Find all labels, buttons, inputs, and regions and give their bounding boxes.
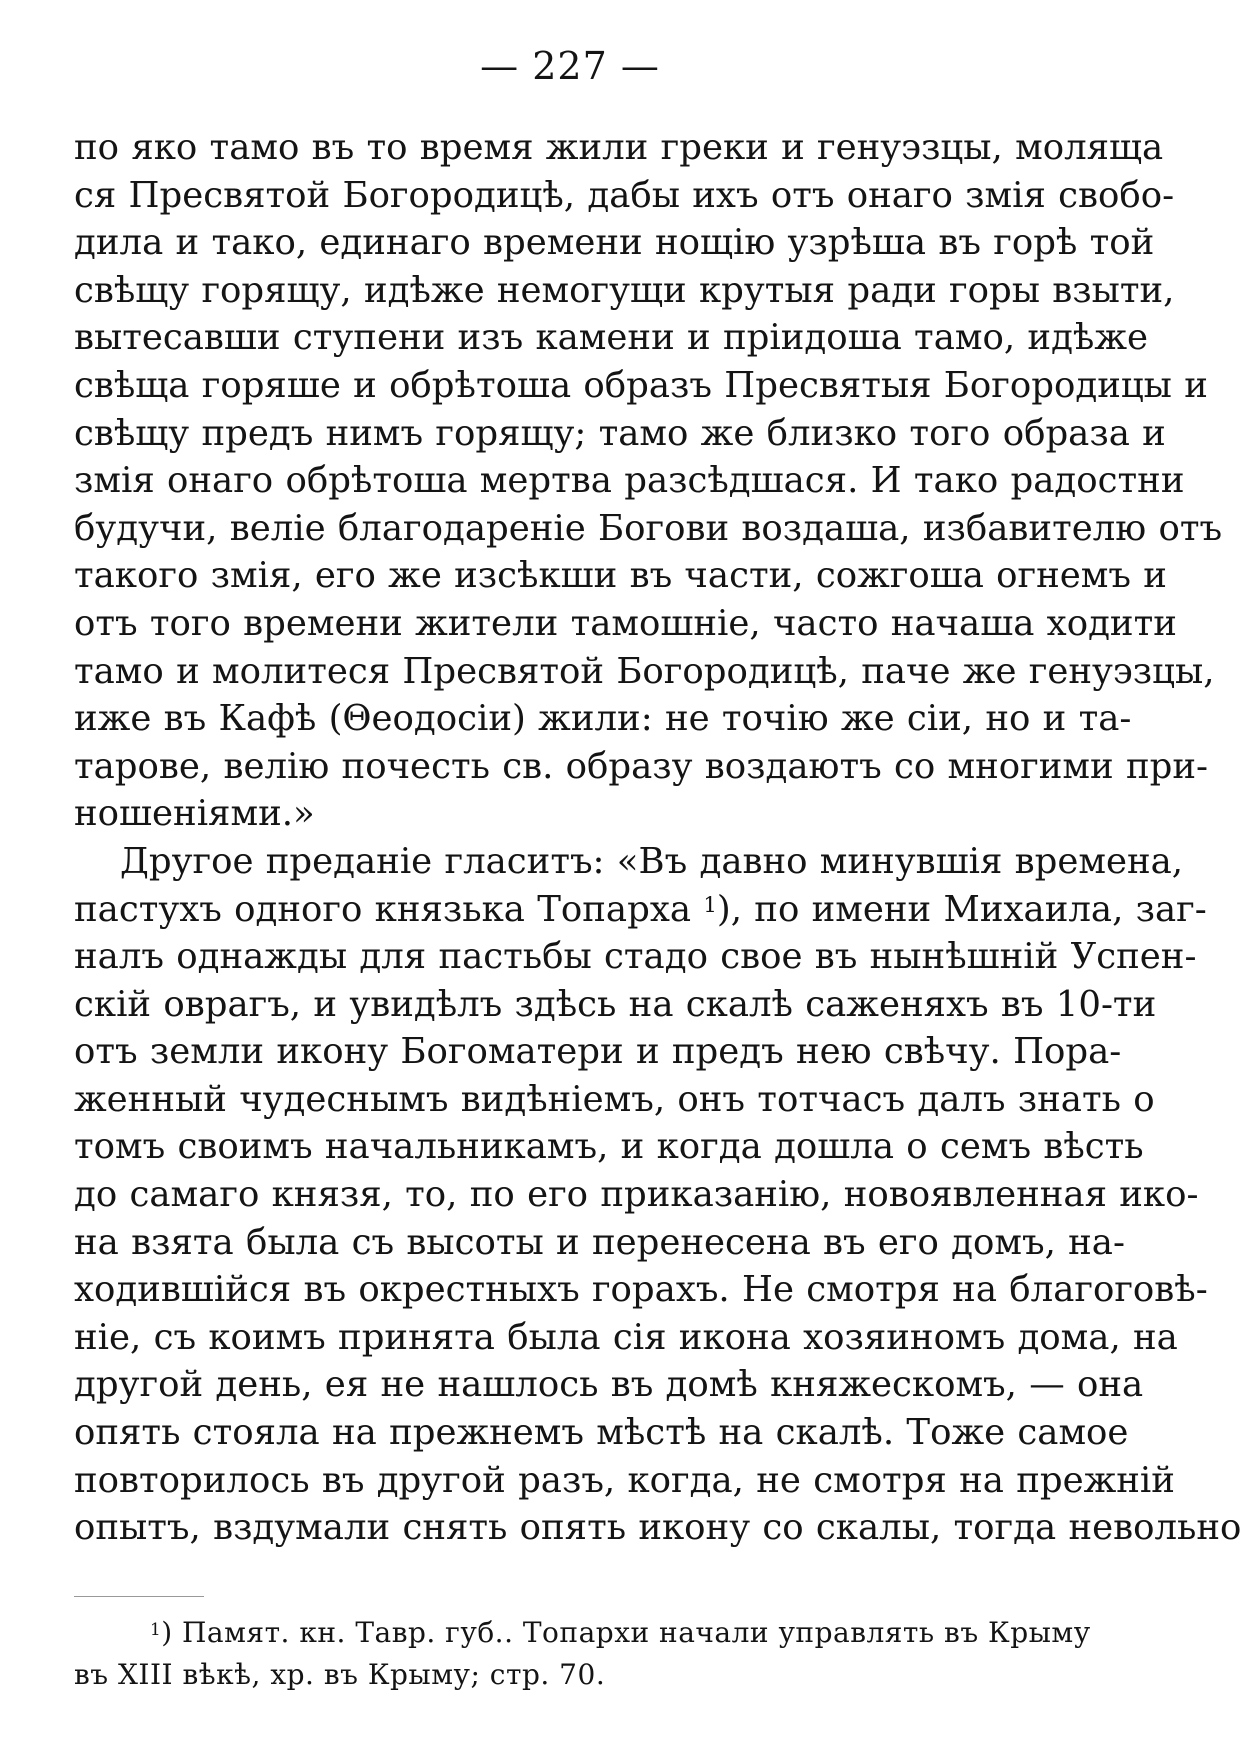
text-line <box>74 743 1209 791</box>
text-line-content: опытъ, вздумали снять опять икону со скалы, тогда невольно <box>74 1507 1241 1549</box>
text-line <box>74 1409 1129 1457</box>
text-line-content: змія онаго обрѣтоша мертва разсѣдшася. И тако радостни <box>74 460 1185 502</box>
text-line <box>74 790 1058 838</box>
text-line-content: повторилось въ другой разъ, когда, не смотря на прежній <box>74 1459 1175 1501</box>
text-line <box>74 695 1132 743</box>
text-line <box>74 172 1175 220</box>
text-line-content: по яко тамо въ то время жили греки и генуэзцы, моляща <box>74 127 1164 168</box>
paragraph-second-legend <box>74 838 1241 1552</box>
text-line <box>74 505 1223 553</box>
footnote-marker: 1 <box>150 1619 162 1639</box>
footnote-line <box>74 1612 1091 1654</box>
text-line <box>74 1123 1144 1171</box>
text-line-content: на взята была съ высоты и перенесена въ его домъ, на- <box>74 1221 1125 1263</box>
footnote-line <box>74 1654 1064 1696</box>
text-line-content: дила и тако, единаго времени нощію узрѣша въ горѣ той <box>74 222 1155 264</box>
text-line <box>74 314 1149 362</box>
text-line <box>74 1171 1199 1219</box>
text-line <box>74 219 1155 267</box>
paragraph-legend-quote <box>74 124 1223 838</box>
text-line <box>74 1457 1175 1505</box>
text-line-content: женный чудеснымъ видѣніемъ, онъ тотчасъ далъ знать о <box>74 1078 1155 1120</box>
text-line-content: свѣщу предъ нимъ горящу; тамо же близко того образа и <box>74 412 1166 454</box>
text-line-content: отъ земли икону Богоматери и предъ нею свѣчу. Пора- <box>74 1031 1122 1073</box>
text-line-content: томъ своимъ начальникамъ, и когда дошла о семъ вѣсть <box>74 1126 1144 1168</box>
text-line-content: налъ однажды для пастьбы стадо свое въ нынѣшній Успен- <box>74 936 1197 978</box>
text-line-content: опять стояла на прежнемъ мѣстѣ на скалѣ. Тоже самое <box>74 1412 1129 1454</box>
text-line <box>74 1266 1208 1314</box>
text-line-content: тамо и молитеся Пресвятой Богородицѣ, паче же генуэзцы, <box>74 650 1215 692</box>
text-line-content: Другое преданіе гласитъ: «Въ давно минувшія времена, <box>120 840 1184 882</box>
text-line <box>74 552 1167 600</box>
text-line <box>74 1361 1144 1409</box>
text-line-content: до самаго князя, то, по его приказанію, новоявленная ико- <box>74 1174 1199 1216</box>
main-text <box>74 124 1241 1552</box>
text-line <box>74 124 1164 172</box>
text-line-content: ніе, съ коимъ принята была сія икона хозяиномъ дома, на <box>74 1316 1178 1358</box>
text-line-content: отъ того времени жители тамошніе, часто начаша ходити <box>74 602 1177 644</box>
footnote <box>74 1612 1091 1696</box>
text-line <box>74 981 1157 1029</box>
text-line <box>74 838 1184 886</box>
text-line <box>74 886 1207 934</box>
text-line <box>74 1076 1155 1124</box>
text-line-content: свѣща горяше и обрѣтоша образъ Пресвятыя Богородицы и <box>74 364 1208 406</box>
text-line <box>74 600 1177 648</box>
text-line <box>74 1314 1178 1362</box>
text-line-content: такого змія, его же изсѣкши въ части, сожгоша огнемъ и <box>74 555 1167 597</box>
text-line <box>74 1219 1125 1267</box>
footnote-line-content: ) Памят. кн. Тавр. губ.. Топархи начали управлять въ Крыму <box>161 1616 1091 1649</box>
text-line-content: иже въ Кафѣ (Θеодосіи) жили: не точію же сіи, но и та- <box>74 698 1132 740</box>
text-line-content: будучи, веліе благодареніе Богови воздаша, избавителю отъ <box>74 507 1223 549</box>
text-line-content: пастухъ одного князька Топарха <box>74 888 692 930</box>
text-line <box>74 1028 1122 1076</box>
text-line <box>74 457 1185 505</box>
text-line-content: вытесавши ступени изъ камени и пріидоша тамо, идѣже <box>74 317 1149 359</box>
footnote-line-content: въ XIII вѣкѣ, хр. въ Крыму; стр. 70. <box>74 1658 606 1691</box>
text-line-content: ношеніями.» <box>74 793 315 835</box>
footnote-reference: 1 <box>703 892 717 918</box>
text-line <box>74 933 1197 981</box>
text-line-content: ), по имени Михаила, заг- <box>716 888 1207 930</box>
text-line-content: ся Пресвятой Богородицѣ, дабы ихъ отъ онаго змія свобо- <box>74 174 1175 216</box>
text-line-content: другой день, ея не нашлось въ домѣ княжескомъ, — она <box>74 1364 1144 1406</box>
text-line <box>74 267 1175 315</box>
text-line <box>74 1504 1241 1552</box>
text-line-content: тарове, велію почесть св. образу воздаютъ со многими при- <box>74 745 1209 787</box>
text-line <box>74 362 1208 410</box>
text-line <box>74 410 1166 458</box>
text-line-content: ходившійся въ окрестныхъ горахъ. Не смотря на благоговѣ- <box>74 1269 1208 1311</box>
text-line <box>74 648 1215 696</box>
page-number: — 227 — <box>480 44 660 88</box>
text-line-content: скій оврагъ, и увидѣлъ здѣсь на скалѣ саженяхъ въ 10-ти <box>74 983 1157 1025</box>
text-line-content: свѣщу горящу, идѣже немогущи крутыя ради горы взыти, <box>74 269 1175 311</box>
footnote-divider <box>74 1596 204 1597</box>
